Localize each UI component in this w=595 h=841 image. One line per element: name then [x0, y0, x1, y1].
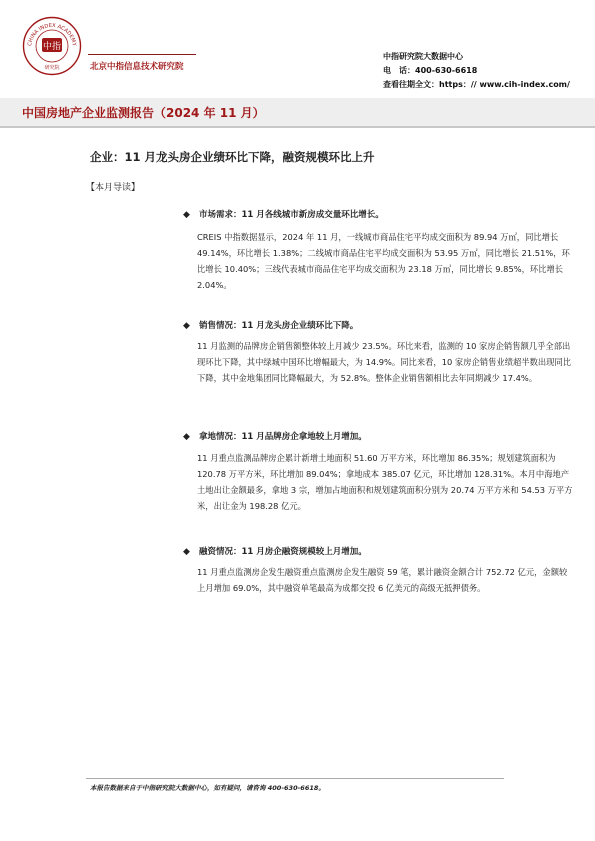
org-underline: [88, 54, 196, 55]
diamond-bullet-icon: ◆: [183, 210, 190, 220]
org-name: 北京中指信息技术研究院: [90, 62, 184, 72]
section-body-demand: CREIS 中指数据显示，2024 年 11 月，一线城市商品住宅平均成交面积为 89.94 万㎡，同比增长 49.14%，环比增长 1.38%；二线城市商品住宅平均成交面积为 53.95 万㎡，同比增长 21.51%，环比增长 10.40%；三线代表城市商品住宅平均成交面积为 23.18 万㎡，同比增长 9.85%，环比增长 2.04%。: [197, 232, 570, 290]
contact-website[interactable]: 查看往期全文：https：// www.cih-index.com/: [383, 80, 570, 89]
footer-divider: [86, 778, 504, 779]
section-heading-demand: [183, 208, 384, 220]
academy-logo: [22, 16, 82, 76]
contact-center: 中指研究院大数据中心: [383, 52, 463, 61]
section-heading-text: 融资情况：11 月房企融资规模较上月增加。: [199, 547, 367, 557]
section-heading-financing: [183, 545, 367, 557]
section-body-land: 11 月重点监测品牌房企累计新增土地面积 51.60 万平方米，环比增加 86.35%；规划建筑面积为 120.78 万平方米，环比增加 89.04%；拿地成本 385.07 亿元，环比增加 128.31%。本月中海地产土地出让金额最多，拿地 3 宗，增加占地面积和规划建筑面积分别为 20.74 万平方米和 54.53 万平方米，出让金为 198.28 亿元。: [197, 453, 573, 511]
contact-block: [383, 50, 570, 92]
diamond-bullet-icon: ◆: [183, 432, 190, 442]
section-heading-text: 销售情况：11 月龙头房企业绩环比下降。: [199, 321, 359, 331]
section-body-sales: 11 月监测的品牌房企销售额整体较上月减少 23.5%。环比来看，监测的 10 家房企销售额几乎全部出现环比下降，其中绿城中国环比增幅最大，为 14.9%。同比来看，10 家房企销售业绩超半数出现同比下降，其中金地集团同比降幅最大，为 52.8%。整体企业销售额相比去年同期减少 17.4%。: [197, 341, 572, 383]
logo-bottom-text: 研究院: [44, 65, 60, 71]
footer-note: 本报告数据来自于中指研究院大数据中心，如有疑问，请咨询 400-630-6618。: [90, 784, 325, 792]
guide-label: 【本月导读】: [86, 183, 141, 193]
section-heading-text: 拿地情况：11 月品牌房企拿地较上月增加。: [199, 432, 367, 442]
diamond-bullet-icon: ◆: [183, 321, 190, 331]
section-heading-land: [183, 430, 367, 442]
logo-outer-text: CHINA INDEX ACADEMY: [27, 22, 77, 47]
report-title: 中国房地产企业监测报告（2024 年 11 月）: [22, 106, 265, 120]
section-heading-text: 市场需求：11 月各线城市新房成交量环比增长。: [199, 210, 384, 220]
page-headline: 企业：11 月龙头房企业绩环比下降，融资规模环比上升: [90, 150, 375, 164]
section-body-financing: 11 月重点监测房企发生融资重点监测房企发生融资 59 笔，累计融资金额合计 752.72 亿元，金额较上月增加 69.0%，其中融资单笔最高为成都交投 6 亿美元的高级无抵押债务。: [197, 567, 568, 593]
contact-phone: 电 话：400-630-6618: [383, 66, 478, 75]
section-heading-sales: [183, 319, 358, 331]
diamond-bullet-icon: ◆: [183, 547, 190, 557]
logo-center-text: 中指: [42, 42, 62, 52]
